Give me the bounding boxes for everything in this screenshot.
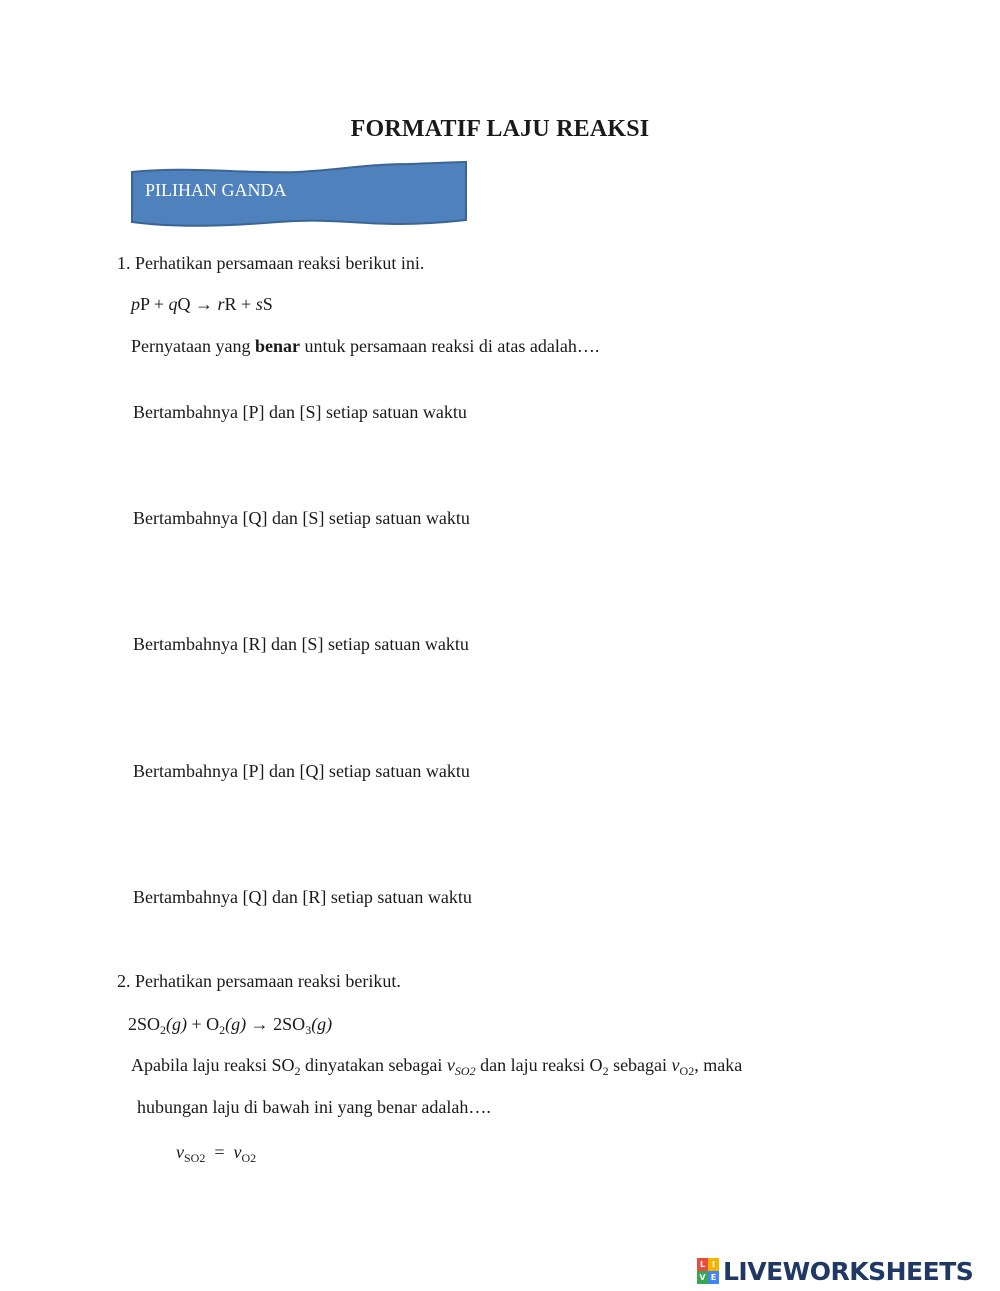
logo-mark-v: V [697, 1271, 708, 1284]
liveworksheets-logo-mark [697, 1258, 719, 1284]
section-banner [128, 160, 470, 228]
logo-mark-l: L [697, 1258, 708, 1271]
question-1-option-b[interactable]: Bertambahnya [Q] dan [S] setiap satuan waktu [133, 508, 470, 528]
question-1-option-d[interactable]: Bertambahnya [P] dan [Q] setiap satuan waktu [133, 761, 470, 781]
question-1-statement: Pernyataan yang benar untuk persamaan reaksi di atas adalah…. [131, 336, 600, 356]
question-1-option-c[interactable]: Bertambahnya [R] dan [S] setiap satuan waktu [133, 634, 469, 654]
logo-mark-e: E [708, 1271, 719, 1284]
question-2-line-1: Apabila laju reaksi $SO_2$ dinyatakan sebagai $v_{SO2}$ dan laju reaksi $O_2$ sebagai $v_{O2}$, maka [131, 1055, 743, 1078]
section-banner-label: PILIHAN GANDA [145, 180, 287, 200]
question-1-option-a[interactable]: Bertambahnya [P] dan [S] setiap satuan waktu [133, 402, 467, 422]
page-title: FORMATIF LAJU REAKSI [350, 116, 650, 142]
question-2-option-a[interactable]: $v_{SO2} = v_{O2}$ [176, 1142, 257, 1165]
liveworksheets-logo-text: LIVEWORKSHEETS [723, 1256, 974, 1286]
liveworksheets-logo [697, 1256, 973, 1286]
question-1-option-e[interactable]: Bertambahnya [Q] dan [R] setiap satuan waktu [133, 887, 472, 907]
logo-mark-i: I [708, 1258, 719, 1271]
question-1-equation: pP + qQ → rR + sS [131, 294, 273, 314]
question-2-line-2: hubungan laju di bawah ini yang benar adalah…. [137, 1097, 491, 1117]
question-2-equation: $2SO_2(g) + O_2(g) \to 2SO_3(g)$ [128, 1014, 333, 1037]
question-1-prompt: 1. Perhatikan persamaan reaksi berikut ini. [117, 253, 425, 273]
question-2-prompt: 2. Perhatikan persamaan reaksi berikut. [117, 971, 401, 991]
